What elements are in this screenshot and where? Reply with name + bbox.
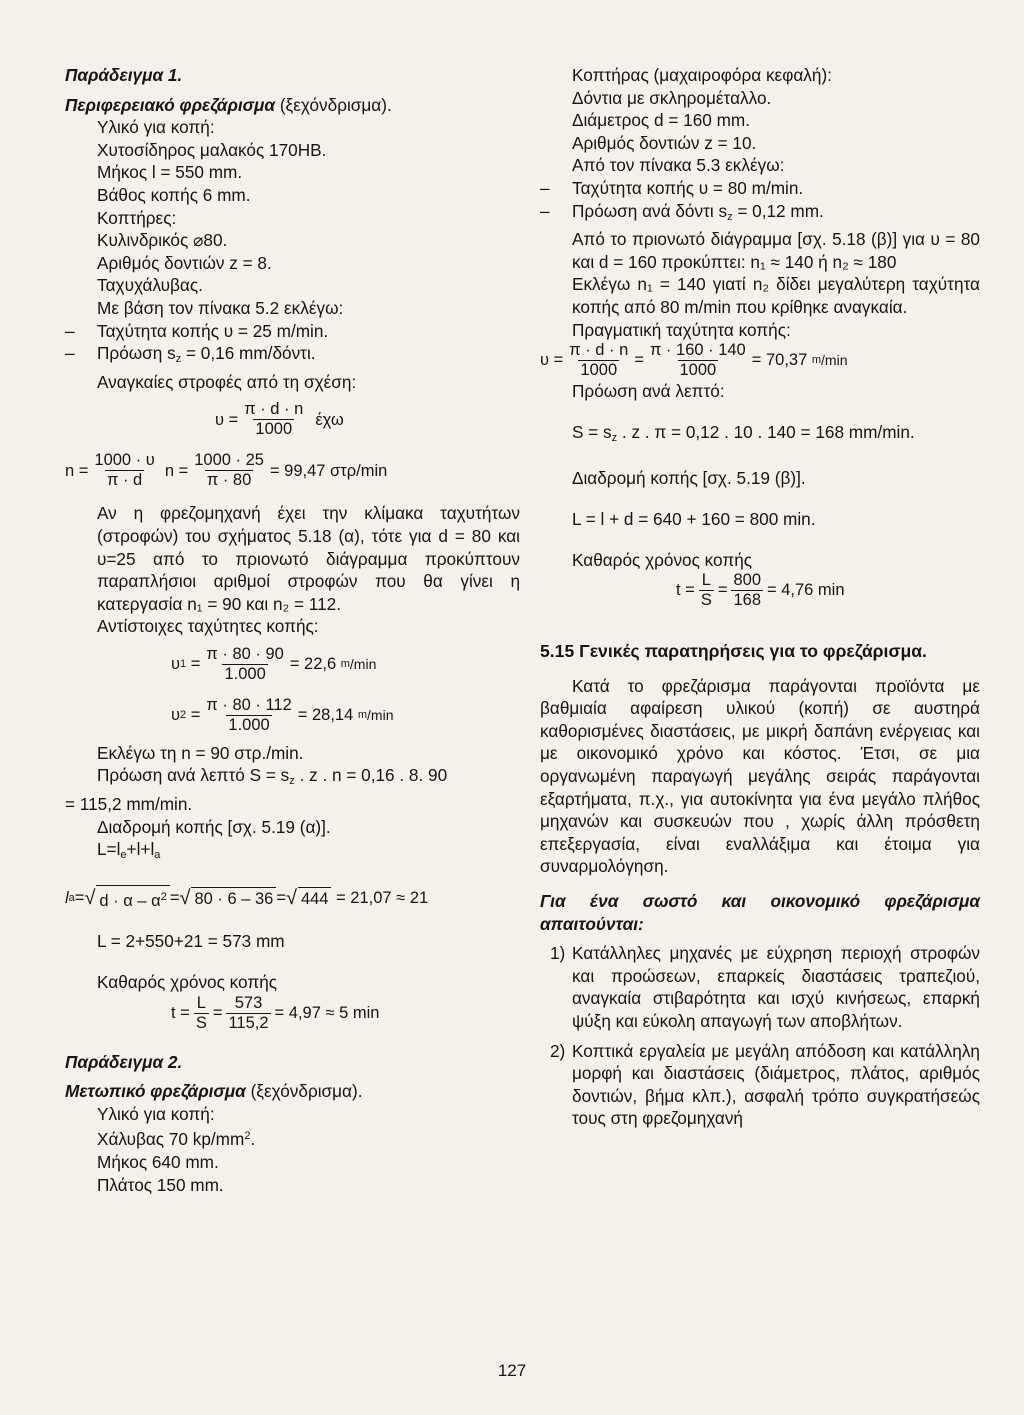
corresponding-speeds: Αντίστοιχες ταχύτητες κοπής:: [97, 616, 319, 637]
example2-subtitle: Μετωπικό φρεζάρισμα (ξεχόνδρισμα).: [65, 1081, 363, 1102]
formula-speed: υ = $\frac{\pi \cdot d \cdot n}{1000}$ έχω: [215, 400, 344, 439]
S-formula: $S = s_z$ . z . π = 0,12 . 10 . 140 = 168 mm/min.: [572, 421, 915, 444]
right-column: [540, 64, 980, 1130]
formula-time-2: t = $\frac{L}{S}$ = $\frac{800}{168}$ = 4,76 min: [676, 571, 845, 610]
speed-2: – Ταχύτητα κοπής υ = 80 m/min.: [540, 177, 980, 200]
width-2: Πλάτος 150 mm.: [97, 1174, 224, 1195]
formula-real-speed: υ = $\frac{\pi \cdot d \cdot n}{1000}$ = $\frac{\pi \cdot 160 \cdot 140}{1000}$ = 70,37 m /min: [540, 341, 848, 380]
section-paragraph: Κατά το φρεζάρισμα παράγονται προϊόντα με βαθμιαία αφαίρεση υλικού (κοπή) σε αυστηρά καθορισμένες διαστάσεις, με μικρή δαπάνη ενέργειας και με οικονομικό χρόνο και κόστος. Έτσι, σε μια οργανωμένη παραγωγή μεγάλης σειράς παράγονται εξαρτήματα, π.χ., για αυτοκίνητα για ένα μεγάλο πλήθος μηχανών και συσκευών που , χωρίς άλλη πρόσθετη επεξεργασία, είναι εναλλάξιμα και έτοιμα για συναρμολόγηση.: [540, 675, 980, 877]
teeth-material: Δόντια με σκληρομέταλλο.: [572, 87, 772, 108]
net-cutting-time-2: Καθαρός χρόνος κοπής: [572, 549, 753, 570]
formula-revolutions: n = $\frac{1000 \cdot \upsilon}{\pi \cdot d}$ n = $\frac{1000 \cdot 25}{\pi \cdot 80}$ = 99,47 στρ/min: [65, 451, 388, 490]
formula-u2: υ 2 = $\frac{\pi \cdot 80 \cdot 112}{1.000}$ = 28,14 m /min: [171, 695, 394, 734]
from-table: Από τον πίνακα 5.3 εκλέγω:: [572, 155, 785, 176]
revolutions-needed: Αναγκαίες στροφές από τη σχέση:: [97, 371, 357, 392]
net-cutting-time: Καθαρός χρόνος κοπής: [97, 972, 278, 993]
real-speed: Πραγματική ταχύτητα κοπής:: [572, 319, 791, 340]
material-2: Χάλυβας 70 $kp/mm^2$.: [97, 1129, 256, 1150]
feed-per-minute-2: Πρόωση ανά λεπτό:: [572, 381, 725, 402]
left-column: [65, 64, 520, 1196]
paragraph-choose: Εκλέγω n₁ = 140 γιατί n₂ δίδει μεγαλύτερη ταχύτητα κοπής από 80 m/min που κρίθηκε αναγκαία.: [572, 274, 980, 317]
feed: – Πρόωση $s_z = 0,16$ mm/δόντι.: [65, 342, 520, 371]
requirements-title: Για ένα σωστό και οικονομικό φρεζάρισμα απαιτούνται:: [540, 891, 980, 934]
list-item: 1) Κατάλληλες μηχανές με εύχρηση περιοχή στροφών και προώσεων, επαρκείς διαστάσεις τραπεζιού, αναγκαία στιβαρότητα και ισχύ κινήσεως, επαρκή ψύξη και εύκολη απαγωγή των αποβλήτων.: [550, 943, 980, 1031]
steel: Ταχυχάλυβας.: [97, 275, 203, 296]
page-number: 127: [497, 1361, 527, 1380]
example2-title: Παράδειγμα 2.: [65, 1051, 183, 1072]
material-label-2: Υλικό για κοπή:: [97, 1103, 215, 1124]
length-2: Μήκος 640 mm.: [97, 1152, 219, 1172]
paragraph-chart: Από το πριονωτό διάγραμμα [σχ. 5.18 (β)] για υ = 80 και d = 160 προκύπτει: n₁ ≈ 140 ή n₂ ≈ 180: [572, 229, 980, 272]
formula-time: t = $\frac{L}{S}$ = $\frac{573}{115,2}$ = 4,97 ≈ 5 min: [171, 993, 380, 1032]
diameter: Διάμετρος d = 160 mm.: [572, 110, 750, 131]
length: Μήκος l = 550 mm.: [97, 162, 243, 183]
feed-per-minute: Πρόωση ανά λεπτό $S = s_z$ . z . n = 0,16 . 8. 90: [97, 765, 448, 788]
depth: Βάθος κοπής 6 mm.: [97, 184, 251, 205]
feed-2: – Πρόωση ανά δόντι $s_z = 0,12$ mm.: [540, 200, 980, 229]
example1-subtitle: Περιφερειακό φρεζάρισμα (ξεχόνδρισμα).: [65, 94, 392, 115]
section-title: 5.15 Γενικές παρατηρήσεις για το φρεζάρισμα.: [540, 641, 927, 662]
list-item: 2) Κοπτικά εργαλεία με μεγάλη απόδοση και κατάλληλη μορφή και διαστάσεις (διάμετρος, πλάτος, αριθμός δοντιών, βήμα κλπ.), ασφαλή τρόπο συγκρατήσεώς τους στη φρεζομηχανή: [550, 1040, 980, 1129]
teeth-number: Αριθμός δοντιών z = 10.: [572, 132, 757, 153]
length-formula: $L=l_e+l+l_a$: [97, 839, 161, 862]
teeth: Αριθμός δοντιών z = 8.: [97, 252, 272, 273]
material: Χυτοσίδηρος μαλακός 170ΗΒ.: [97, 139, 327, 160]
cutting-path-2: Διαδρομή κοπής [σχ. 5.19 (β)].: [572, 468, 806, 489]
based-on: Με βάση τον πίνακα 5.2 εκλέγω:: [97, 297, 344, 318]
example1-title: Παράδειγμα 1.: [65, 65, 183, 85]
cylindrical: Κυλινδρικός ⌀80.: [97, 230, 228, 251]
cutting-path: Διαδρομή κοπής [σχ. 5.19 (α)].: [97, 816, 331, 837]
L-formula-2: L = l + d = 640 + 160 = 800 min.: [572, 508, 816, 529]
formula-la: l a = √ $d \cdot \alpha - \alpha^2$ = √ 80 · 6 – 36 = √ 444 = 21,07 ≈ 21: [65, 885, 520, 913]
cutter: Κοπτήρας (μαχαιροφόρα κεφαλή):: [572, 65, 832, 85]
speed: – Ταχύτητα κοπής υ = 25 m/min.: [65, 320, 520, 343]
feed-per-minute-result: = 115,2 mm/min.: [65, 794, 193, 815]
formula-u1: υ 1 = $\frac{\pi \cdot 80 \cdot 90}{1.000}$ = 22,6 m /min: [171, 644, 377, 683]
material-label: Υλικό για κοπή:: [97, 117, 215, 138]
choose-n: Εκλέγω τη n = 90 στρ./min.: [97, 742, 304, 763]
length-total: L = 2+550+21 = 573 mm: [97, 931, 285, 952]
paragraph-machine-scale: Αν η φρεζομηχανή έχει την κλίμακα ταχυτήτων (στροφών) του σχήματος 5.18 (α), τότε για d = 80 και υ=25 από το πριονωτό διάγραμμα προκύπτουν παραπλήσιοι αριθμοί στροφών που θα γίνει η κατεργασία n₁ = 90 και n₂ = 112.: [97, 503, 520, 614]
cutters-label: Κοπτήρες:: [97, 207, 177, 228]
